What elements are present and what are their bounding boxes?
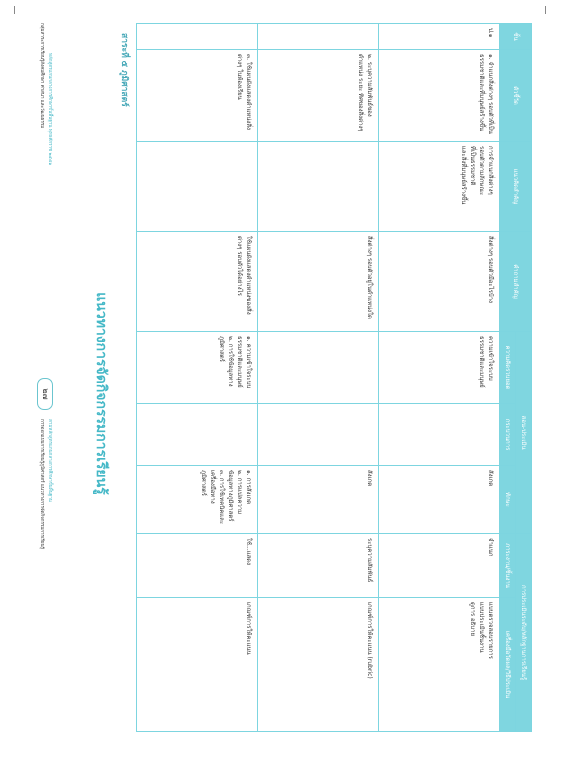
cell-indicator: ๓. ใช้แผนผังแสดงตำแหน่งสิ่งต่างๆ ในห้องเรียน (137, 50, 258, 142)
cell-process (258, 404, 379, 466)
footer-right-line-1: ตามหลักสูตรแกนกลางการศึกษาขั้นพื้นฐาน (47, 419, 52, 502)
cell-core: การจำแนกสิ่งต่างๆ รอบตัวตามลักษณะ ที่เป็นธรรมชาติ และสิ่งที่มนุษย์สร้างขึ้น (379, 142, 500, 232)
cell-tool: เกณฑ์การให้คะแนน (rubric) (258, 598, 379, 732)
cell-concept: ๑. ความเข้าใจระบบธรรมชาติและมนุษย์ ๒. การใช้ข้อมูลทางภูมิศาสตร์ (137, 332, 258, 404)
table-header (500, 24, 532, 732)
footer-right-line-2: การออกแบบการเรียนรู้ภูมิศาสตร์ แนวทางการจัดกิจกรรมการเรียนรู้ (39, 419, 44, 550)
header-concept: ความคิดรวบยอด (500, 332, 516, 404)
header-tool: เครื่องมือวัดผล/วิธีประเมิน (500, 598, 516, 732)
table-row (258, 24, 379, 732)
standard-name: สาระที่ ๕ ภูมิศาสตร์ (119, 33, 129, 107)
cell-skill: สังเกต (379, 466, 500, 534)
page-title: แนวทางการจัดกิจกรรมการเรียนรู้ (93, 292, 109, 495)
rotated-page (32, 23, 532, 764)
cell-skill: สังเกต (258, 466, 379, 534)
crop-mark-right (545, 6, 546, 14)
cell-grade (258, 24, 379, 50)
table-row (137, 24, 258, 732)
header-method: สอน-ประเมิน (516, 332, 532, 534)
header-indicator: ตัวชี้วัด (500, 50, 532, 142)
footer-left-line-2: กลุ่มสาระการเรียนรู้สังคมศึกษา ศาสนา และวัฒนธรรม (39, 23, 44, 129)
cell-skill: ๑. การสังเกต ๒. การแปลความข้อมูลทางภูมิศาสตร์ ๓. การใช้เทคนิคและเครื่องมือทางภูมิศาสตร์ (137, 466, 258, 534)
header-core: แนวคิดสำคัญ (500, 142, 532, 232)
cell-tool: แบบตรวจสอบรายการ แบบประเมินชิ้นงาน ดูการ อธิบาย (379, 598, 500, 732)
cell-indicator: ๒. ระบุความสัมพันธ์ของตำแหน่ง ระยะ ทิศของสิ่งต่างๆ (258, 50, 379, 142)
cell-tool: เกณฑ์การให้คะแนน (137, 598, 258, 732)
cell-grade (137, 24, 258, 50)
table-row (379, 24, 500, 732)
cell-indicator: ๑. จำแนกสิ่งต่างๆ รอบตัวที่เป็นธรรมชาติและที่มนุษย์สร้างขึ้น (379, 50, 500, 142)
cell-task: ใช้...แสดง (137, 534, 258, 598)
activity-table (136, 23, 532, 732)
header-evidence-group: การประเมินระดับ/หลักฐานการเรียนรู้ (516, 534, 532, 732)
crop-mark-left (14, 6, 15, 14)
cell-key-question: สิ่งต่างๆ รอบตัวอยู่ในตำแหน่งใด (258, 232, 379, 332)
cell-grade: ป.๑ (379, 24, 500, 50)
header-grade: ชั้น (500, 24, 532, 50)
cell-task: ระบุความสัมพันธ์ (258, 534, 379, 598)
header-key-question: คำถามสำคัญ (500, 232, 532, 332)
header-skill: ทักษะ (500, 466, 516, 534)
header-process: กระบวนการ (500, 404, 516, 466)
cell-core (137, 142, 258, 232)
cell-concept (258, 332, 379, 404)
page-footer (36, 23, 54, 764)
cell-process (137, 404, 258, 466)
footer-left-line-1: หลักสูตรแกนกลางการศึกษาขั้นพื้นฐาน พุทธศักราช ๒๕๕๑ (47, 53, 52, 166)
page-number: ๒๗ (37, 378, 53, 410)
cell-key-question: ใช้แผนผังแสดงตำแหน่งของสิ่งต่างๆ รอบตัวได้อย่างไร (137, 232, 258, 332)
cell-concept: ความเข้าใจระบบธรรมชาติและมนุษย์ (379, 332, 500, 404)
cell-key-question: สิ่งต่างๆ รอบตัวมีอะไรบ้าง (379, 232, 500, 332)
cell-core (258, 142, 379, 232)
cell-task: จำแนก (379, 534, 500, 598)
cell-process (379, 404, 500, 466)
header-task: ภาระงาน/ชิ้นงาน (500, 534, 516, 598)
